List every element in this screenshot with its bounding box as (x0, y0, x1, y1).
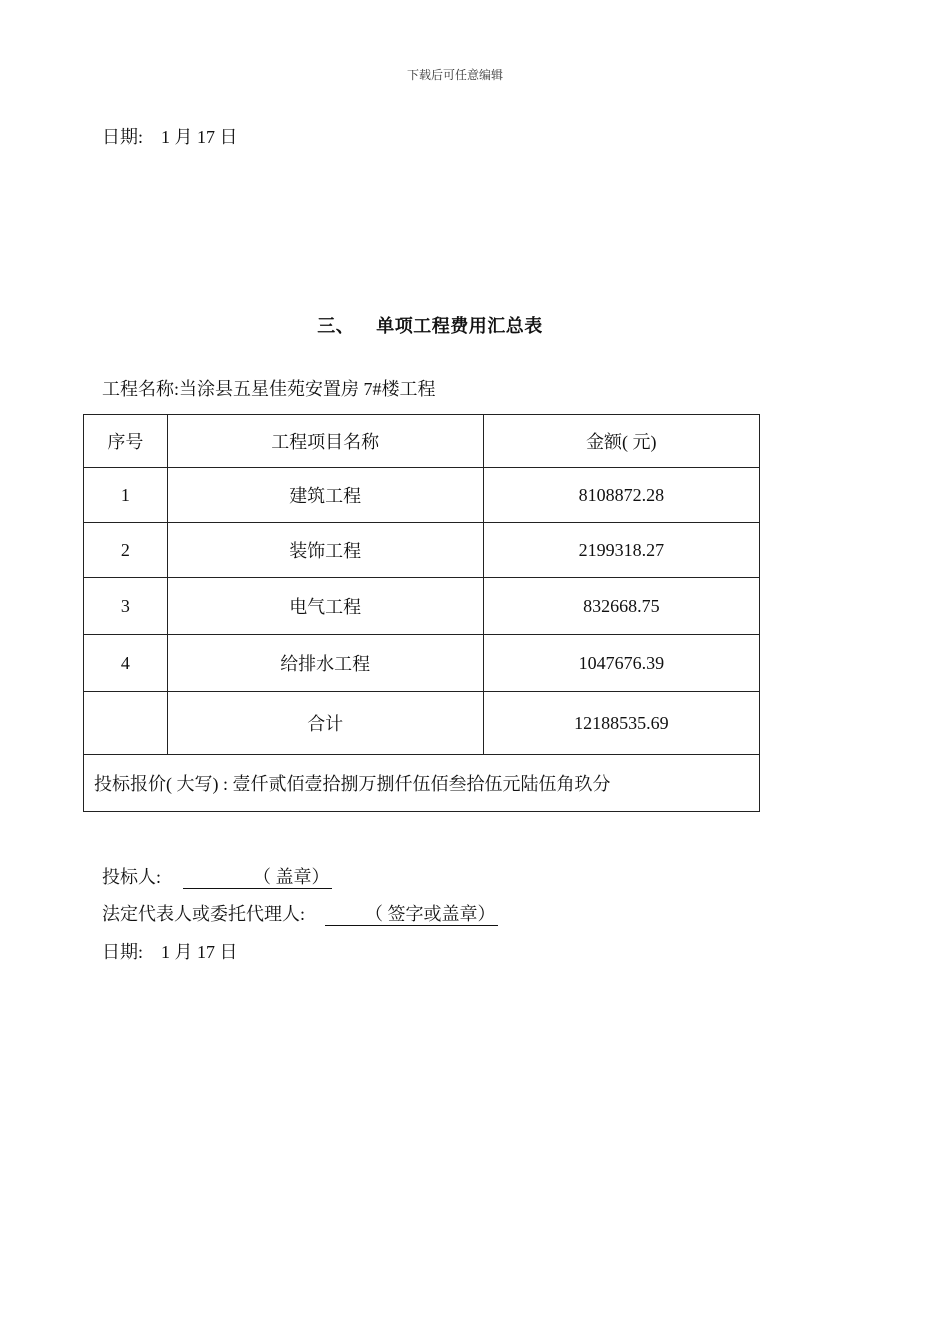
row-amount: 832668.75 (483, 578, 759, 635)
date-label: 日期: (102, 942, 144, 962)
total-seq (84, 692, 168, 755)
header-note: 下载后可任意编辑 (406, 68, 503, 82)
row-name: 给排水工程 (167, 635, 483, 692)
bidder-seal-blank: （ 盖章） (183, 866, 332, 889)
date-line-bottom (102, 940, 238, 964)
section-title (0, 312, 860, 338)
date-line-top (102, 125, 238, 149)
row-seq: 2 (84, 523, 168, 578)
table-header-row (84, 415, 760, 468)
row-name: 建筑工程 (167, 468, 483, 523)
project-value: 当涂县五星佳苑安置房 7#楼工程 (179, 379, 436, 399)
table-row (84, 578, 760, 635)
row-amount: 2199318.27 (483, 523, 759, 578)
row-seq: 3 (84, 578, 168, 635)
row-name: 装饰工程 (167, 523, 483, 578)
table-row (84, 523, 760, 578)
section-title-text: 单项工程费用汇总表 (376, 316, 543, 336)
project-label: 工程名称: (102, 379, 180, 399)
header-seq: 序号 (84, 415, 168, 468)
header-amount: 金额( 元) (483, 415, 759, 468)
total-label: 合计 (167, 692, 483, 755)
row-amount: 8108872.28 (483, 468, 759, 523)
cost-summary-table (83, 414, 760, 812)
table-row (84, 468, 760, 523)
section-number: 三、 (317, 316, 355, 336)
row-seq: 1 (84, 468, 168, 523)
project-name-line (102, 377, 436, 401)
total-amount: 12188535.69 (483, 692, 759, 755)
legal-rep-sign-blank: （ 签字或盖章） (325, 903, 498, 926)
date-value: 1 月 17 日 (161, 127, 238, 147)
header-name: 工程项目名称 (167, 415, 483, 468)
bidder-label: 投标人: (102, 867, 162, 887)
bidder-line (102, 865, 332, 889)
row-seq: 4 (84, 635, 168, 692)
row-amount: 1047676.39 (483, 635, 759, 692)
bid-amount-row (84, 755, 760, 812)
legal-rep-line (102, 902, 498, 926)
bid-amount-text: 投标报价( 大写) : 壹仟贰佰壹拾捌万捌仟伍佰叁拾伍元陆伍角玖分 (84, 755, 760, 812)
date-value: 1 月 17 日 (161, 942, 238, 962)
date-label: 日期: (102, 127, 144, 147)
row-name: 电气工程 (167, 578, 483, 635)
legal-rep-label: 法定代表人或委托代理人: (102, 904, 305, 924)
table-row (84, 635, 760, 692)
table-total-row (84, 692, 760, 755)
